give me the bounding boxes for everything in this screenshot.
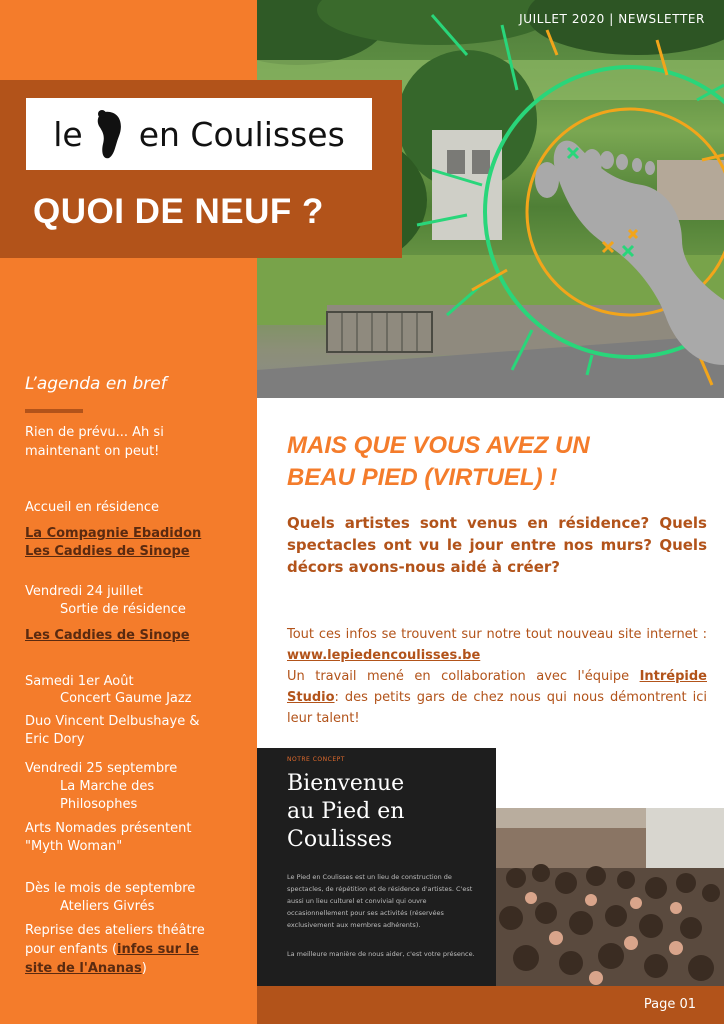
article-title-line1: MAIS QUE VOUS AVEZ UN bbox=[287, 432, 590, 459]
article-body-3: : des petits gars de chez nous qui nous démontrent ici leur talent! bbox=[287, 690, 707, 726]
concept-panel bbox=[257, 748, 496, 986]
residence-label: Accueil en résidence bbox=[25, 500, 159, 515]
agenda-intro-1: Rien de prévu... Ah si bbox=[25, 425, 164, 440]
event3-title-2: Philosophes bbox=[60, 797, 138, 812]
concept-title-3: Coulisses bbox=[287, 827, 393, 852]
event1-title: Sortie de résidence bbox=[60, 602, 186, 617]
event2-title: Concert Gaume Jazz bbox=[60, 691, 192, 706]
page-title: QUOI DE NEUF ? bbox=[33, 192, 324, 231]
foot-icon bbox=[93, 108, 127, 160]
concept-text: Le Pied en Coulisses est un lieu de construction de spectacles, de répétition et de résidence d'artistes. C'est aussi un lieu culturel et convivial qui ouvre occasionnellement pour ses activités (réservées exclusivement aux membres adhérents). bbox=[287, 873, 473, 929]
residence-link-caddies[interactable]: Les Caddies de Sinope bbox=[25, 544, 190, 559]
agenda-divider bbox=[25, 409, 83, 413]
event4-title: Ateliers Givrés bbox=[60, 899, 155, 914]
event4-detail-2 bbox=[25, 941, 199, 960]
article-questions: Quels artistes sont venus en résidence? Quels spectacles ont vu le jour entre nos murs? Quels décors avons-nous aidé à créer? bbox=[287, 514, 707, 576]
concept-text-2: La meilleure manière de nous aider, c'est votre présence. bbox=[287, 950, 475, 958]
event4-date: Dès le mois de septembre bbox=[25, 881, 196, 896]
newsletter-header: JUILLET 2020 | NEWSLETTER bbox=[519, 12, 705, 26]
article-title-line2: BEAU PIED (VIRTUEL) ! bbox=[287, 464, 558, 491]
article-body-2: Un travail mené en collaboration avec l'équipe bbox=[287, 669, 640, 684]
logo bbox=[26, 98, 372, 170]
event1-link[interactable]: Les Caddies de Sinope bbox=[25, 628, 190, 643]
event1-date: Vendredi 24 juillet bbox=[25, 584, 143, 599]
concept-title-1: Bienvenue bbox=[287, 771, 405, 796]
ananas-link-part2[interactable]: site de l'Ananas bbox=[25, 961, 142, 976]
article-title bbox=[287, 430, 707, 494]
event2-date: Samedi 1er Août bbox=[25, 674, 134, 689]
logo-word-left: le bbox=[53, 114, 83, 154]
site-link[interactable]: www.lepiedencoulisses.be bbox=[287, 648, 481, 663]
agenda-heading: L’agenda en bref bbox=[25, 374, 167, 394]
event3-date: Vendredi 25 septembre bbox=[25, 761, 178, 776]
event4-detail-2-text: pour enfants ( bbox=[25, 942, 118, 957]
event3-detail-2: "Myth Woman" bbox=[25, 839, 123, 854]
logo-word-right: en Coulisses bbox=[138, 114, 345, 154]
event3-title-1: La Marche des bbox=[60, 779, 155, 794]
event2-detail-1: Duo Vincent Delbushaye & bbox=[25, 714, 200, 729]
crowd-illustration bbox=[496, 808, 724, 986]
event4-detail-1: Reprise des ateliers théâtre bbox=[25, 923, 205, 938]
page-number: Page 01 bbox=[643, 997, 696, 1012]
event4-detail-3-close: ) bbox=[141, 961, 147, 976]
concept-title bbox=[287, 770, 404, 854]
footer-bar bbox=[257, 986, 724, 1024]
crowd-photo bbox=[496, 808, 724, 986]
article-body bbox=[287, 624, 707, 729]
event4-detail-3 bbox=[25, 960, 147, 979]
concept-title-2: au Pied en bbox=[287, 799, 405, 824]
studio-link[interactable]: Intrépide Studio bbox=[287, 669, 707, 705]
ananas-link-part1[interactable]: infos sur le bbox=[117, 942, 199, 957]
event2-detail-2: Eric Dory bbox=[25, 732, 85, 747]
event3-detail-1: Arts Nomades présentent bbox=[25, 821, 192, 836]
residence-link-ebadidon[interactable]: La Compagnie Ebadidon bbox=[25, 526, 202, 541]
article-body-1: Tout ces infos se trouvent sur notre tout nouveau site internet : bbox=[287, 627, 707, 642]
agenda-intro-2: maintenant on peut! bbox=[25, 444, 160, 459]
title-block bbox=[0, 80, 402, 258]
concept-label: NOTRE CONCEPT bbox=[287, 756, 345, 763]
